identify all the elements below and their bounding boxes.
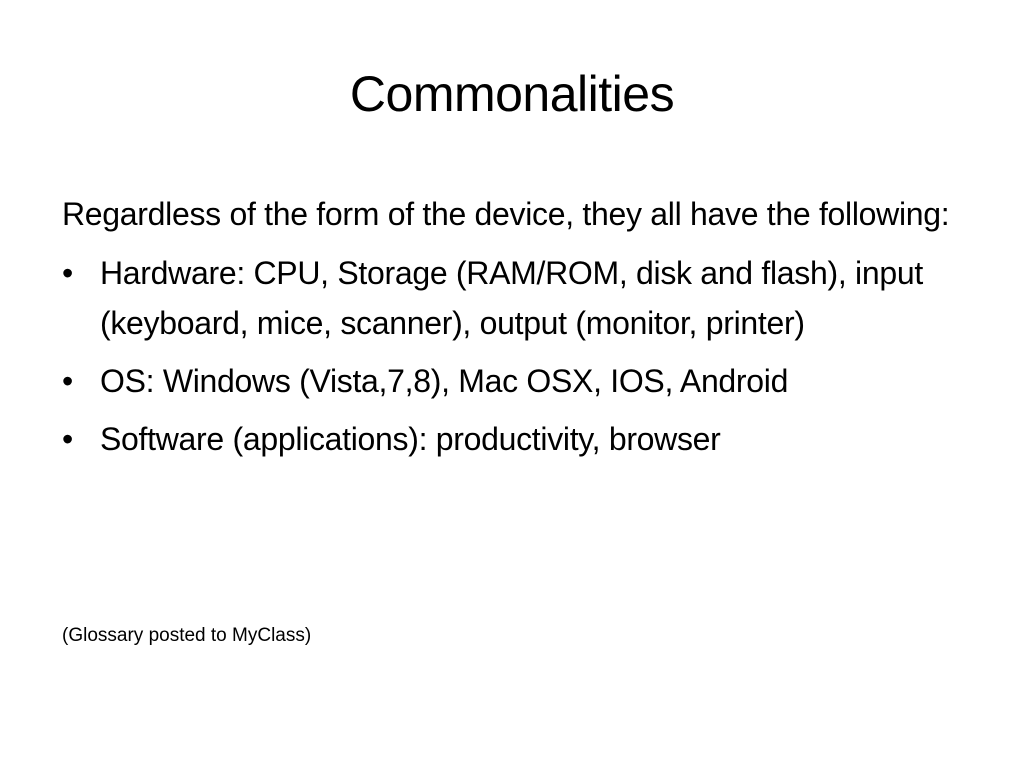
bullet-text: OS: Windows (Vista,7,8), Mac OSX, IOS, Android [100,363,789,399]
bullet-item-os [62,356,962,406]
intro-text: Regardless of the form of the device, they all have the following: [62,196,950,232]
bullet-icon: • [62,255,73,291]
bullet-text: Software (applications): productivity, browser [100,421,721,457]
bullet-icon: • [62,363,73,399]
footnote: (Glossary posted to MyClass) [62,625,312,646]
slide-title: Commonalities [349,66,675,122]
bullet-icon: • [62,421,73,457]
bullet-list [62,248,962,464]
slide-body [62,188,962,472]
bullet-item-hardware [62,248,962,348]
bullet-text: Hardware: CPU, Storage (RAM/ROM, disk and flash), input (keyboard, mice, scanner), output (monitor, printer) [100,255,923,341]
bullet-item-software [62,414,962,464]
